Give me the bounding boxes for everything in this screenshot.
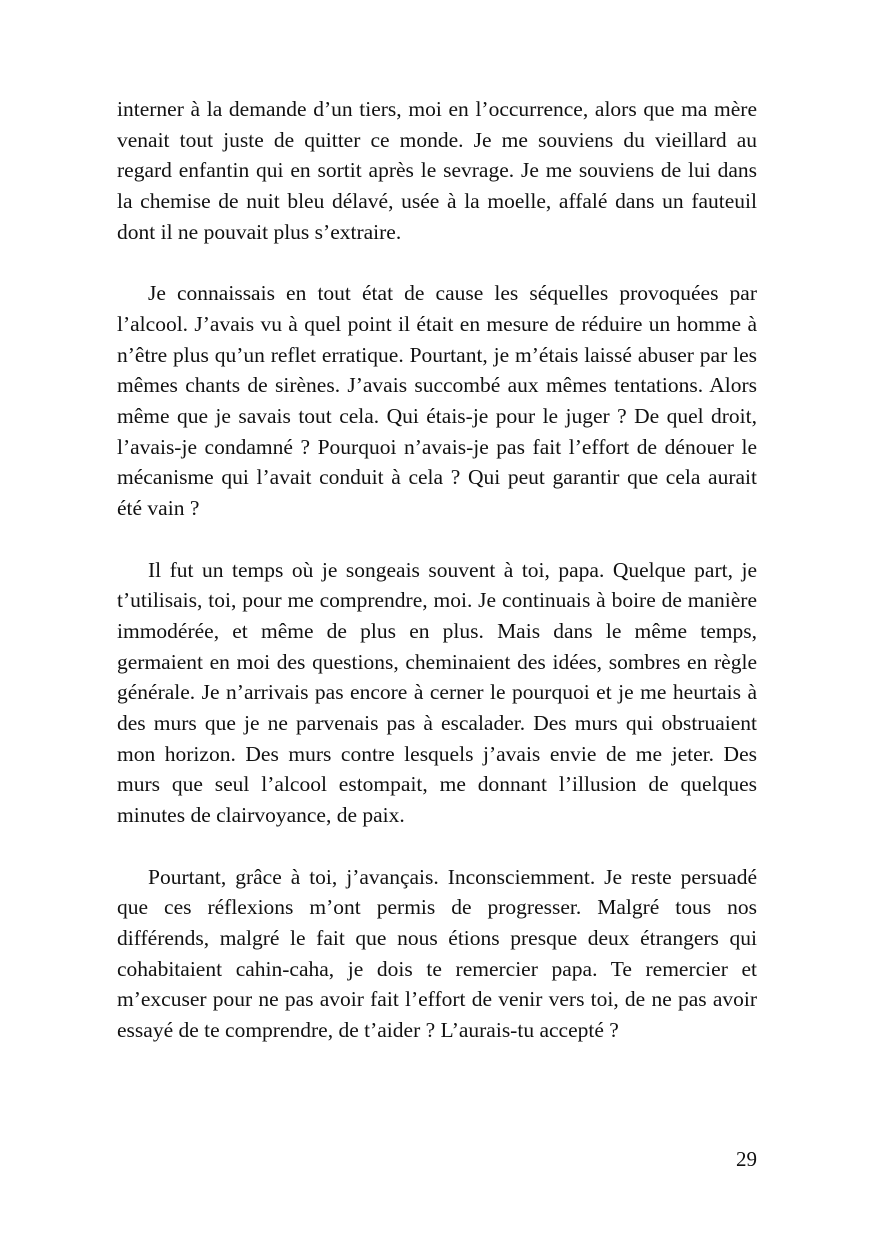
paragraph-4: Pourtant, grâce à toi, j’avançais. Inconsciemment. Je reste persuadé que ces réflexions m’ont permis de progresser. Malgré tous nos différends, malgré le fait que nous étions presque deux étrangers qui cohabitaient cahin-caha, je dois te remercier papa. Te remercier et m’excuser pour ne pas avoir fait l’effort de venir vers toi, de ne pas avoir essayé de te comprendre, de t’aider ? L’aurais-tu accepté ? (117, 864, 757, 1043)
page-number: 29 (736, 1147, 757, 1171)
paragraph-3: Il fut un temps où je songeais souvent à toi, papa. Quelque part, je t’utilisais, toi, pour me comprendre, moi. Je continuais à boire de manière immodérée, et même de plus en plus. Mais dans le même temps, germaient en moi des questions, cheminaient des idées, sombres en règle générale. Je n’arrivais pas encore à cerner le pourquoi et je me heurtais à des murs que je ne parvenais pas à escalader. Des murs qui obstruaient mon horizon. Des murs contre lesquels j’avais envie de me jeter. Des murs que seul l’alcool estompait, me donnant l’illusion de quelques minutes de clairvoyance, de paix. (117, 557, 757, 828)
paragraph-1: interner à la demande d’un tiers, moi en l’occurrence, alors que ma mère venait tout juste de quitter ce monde. Je me souviens du vieillard au regard enfantin qui en sortit après le sevrage. Je me souviens de lui dans la chemise de nuit bleu délavé, usée à la moelle, affalé dans un fauteuil dont il ne pouvait plus s’extraire. (117, 97, 757, 244)
paragraph-2: Je connaissais en tout état de cause les séquelles provoquées par l’alcool. J’avais vu à quel point il était en mesure de réduire un homme à n’être plus qu’un reflet erratique. Pourtant, je m’étais laissé abuser par les mêmes chants de sirènes. J’avais succombé aux mêmes tentations. Alors même que je savais tout cela. Qui étais-je pour le juger ? De quel droit, l’avais-je condamné ? Pourquoi n’avais-je pas fait l’effort de dénouer le mécanisme qui l’avait conduit à cela ? Qui peut garantir que cela aurait été vain ? (117, 281, 757, 521)
body-text (117, 94, 757, 1076)
